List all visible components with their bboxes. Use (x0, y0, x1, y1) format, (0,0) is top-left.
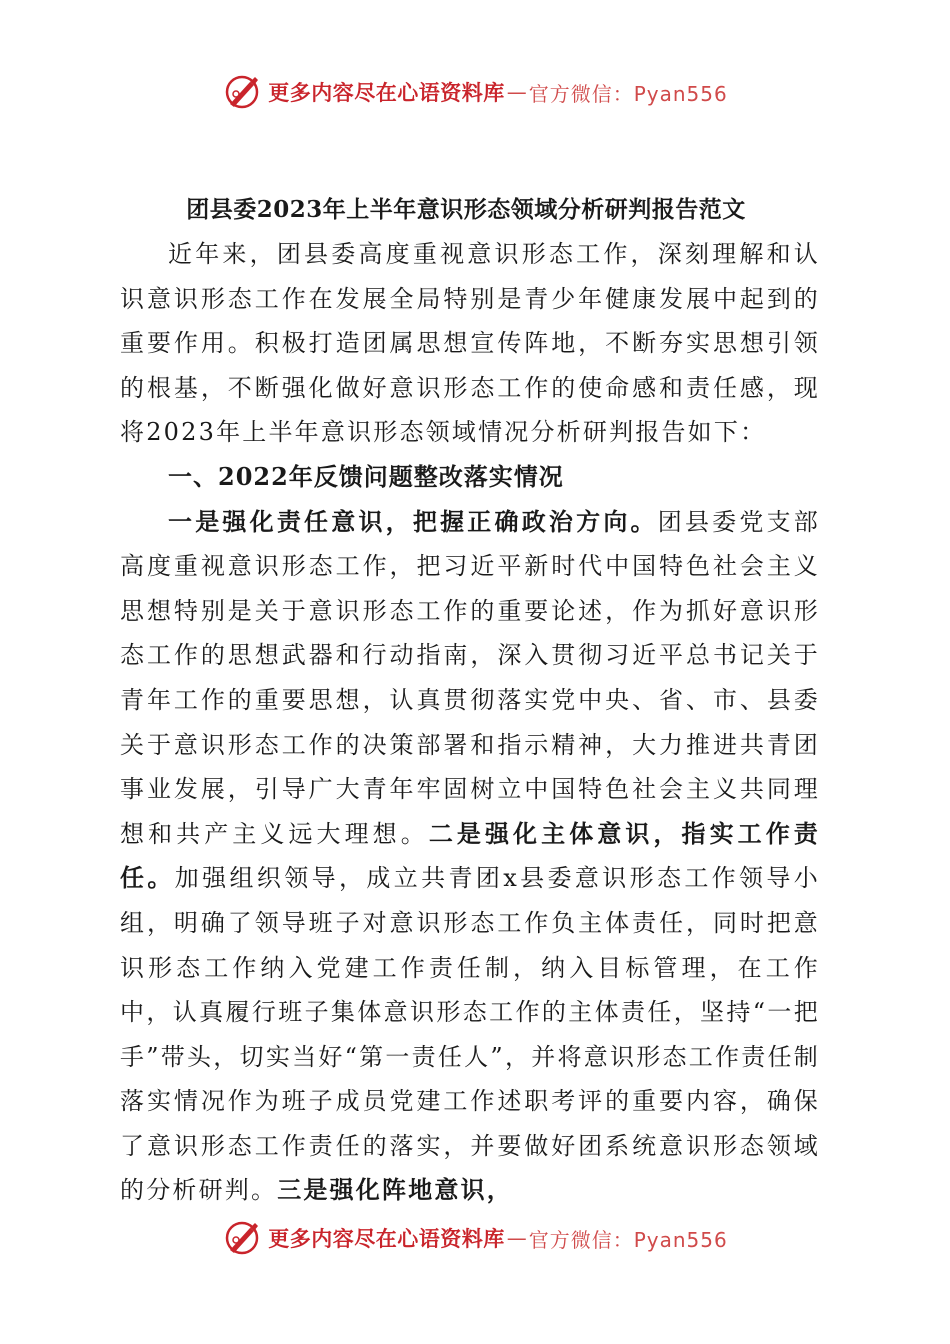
watermark-separator: — (506, 80, 527, 104)
point-three-lead: 三是强化阵地意识， (277, 1175, 514, 1205)
body-paragraph (120, 500, 820, 1214)
document-page (120, 188, 820, 1213)
section-heading: 一、2022年反馈问题整改落实情况 (168, 461, 564, 491)
watermark-wechat: 官方微信：Pyan556 (528, 1227, 728, 1252)
document-title: 团县委2023年上半年意识形态领域分析研判报告范文 (186, 196, 746, 223)
watermark-text: 更多内容尽在心语资料库 (268, 80, 505, 105)
watermark-wechat: 官方微信：Pyan556 (528, 81, 728, 106)
watermark-banner-top (0, 70, 950, 114)
pen-logo-icon (222, 1218, 262, 1258)
intro-paragraph: 近年来，团县委高度重视意识形态工作，深刻理解和认识意识形态工作在发展全局特别是青少年健康发展中起到的重要作用。积极打造团属思想宣传阵地，不断夯实思想引领的根基，不断强化做好意识形态工作的使命感和责任感，现将2023年上半年意识形态领域情况分析研判报告如下： (120, 240, 820, 447)
point-two-body: 加强组织领导，成立共青团x县委意识形态工作领导小组，明确了领导班子对意识形态工作负主体责任，同时把意识形态工作纳入党建工作责任制，纳入目标管理，在工作中，认真履行班子集体意识形态工作的主体责任，坚持“一把手”带头，切实当好“第一责任人”，并将意识形态工作责任制落实情况作为班子成员党建工作述职考评的重要内容，确保了意识形态工作责任的落实，并要做好团系统意识形态领域的分析研判。 (120, 864, 820, 1205)
pen-logo-icon (222, 72, 262, 112)
watermark-separator: — (506, 1226, 527, 1250)
watermark-text: 更多内容尽在心语资料库 (268, 1226, 505, 1251)
point-two-lead: 二是强化主体意识，指实工作责任。 (120, 818, 820, 893)
point-one-body: 团县委党支部高度重视意识形态工作，把习近平新时代中国特色社会主义思想特别是关于意识形态工作的重要论述，作为抓好意识形态工作的思想武器和行动指南，深入贯彻习近平总书记关于青年工作的重要思想，认真贯彻落实党中央、省、市、县委关于意识形态工作的决策部署和指示精神，大力推进共青团事业发展，引导广大青年牢固树立中国特色社会主义共同理想和共产主义远大理想。 (120, 507, 820, 848)
watermark-banner-bottom (0, 1216, 950, 1260)
point-one-lead: 一是强化责任意识，把握正确政治方向。 (168, 506, 658, 536)
